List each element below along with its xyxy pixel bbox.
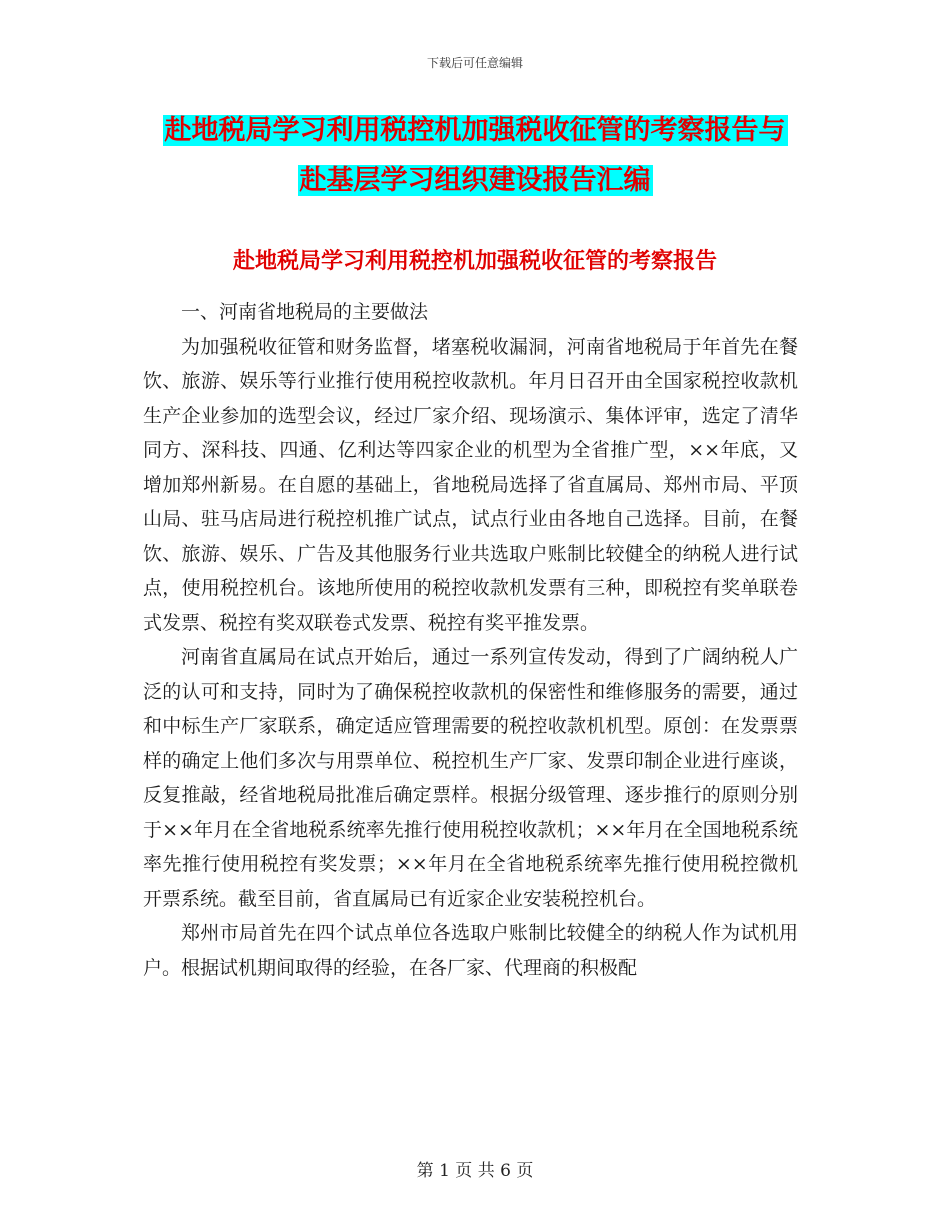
document-title <box>0 106 950 206</box>
body-text <box>143 295 798 985</box>
header-note: 下载后可任意编辑 <box>426 56 523 70</box>
section-title: 赴地税局学习利用税控机加强税收征管的考察报告 <box>232 249 717 274</box>
paragraph: 河南省直属局在试点开始后，通过一系列宣传发动，得到了广阔纳税人广泛的认可和支持，同时为了确保税控收款机的保密性和维修服务的需要，通过和中标生产厂家联系，确定适应管理需要的税控收款机机型。原创：在发票票样的确定上他们多次与用票单位、税控机生产厂家、发票印制企业进行座谈，反复推敲，经省地税局批准后确定票样。根据分级管理、逐步推行的原则分别于××年月在全省地税系统率先推行使用税控收款机；××年月在全国地税系统率先推行使用税控有奖发票；××年月在全省地税系统率先推行使用税控微机开票系统。截至目前，省直属局已有近家企业安装税控机台。 <box>143 646 798 910</box>
title-line-2: 赴基层学习组织建设报告汇编 <box>299 165 651 196</box>
page-footer: 第 1 页 共 6 页 <box>416 1161 534 1181</box>
paragraph-heading: 一、河南省地税局的主要做法 <box>181 301 429 323</box>
paragraph: 为加强税收征管和财务监督，堵塞税收漏洞，河南省地税局于年首先在餐饮、旅游、娱乐等行业推行使用税控收款机。年月日召开由全国家税控收款机生产企业参加的选型会议，经过厂家介绍、现场演示、集体评审，选定了清华同方、深科技、四通、亿利达等四家企业的机型为全省推广型，××年底，又增加郑州新易。在自愿的基础上，省地税局选择了省直属局、郑州市局、平顶山局、驻马店局进行税控机推广试点，试点行业由各地自己选择。目前，在餐饮、旅游、娱乐、广告及其他服务行业共选取户账制比较健全的纳税人进行试点，使用税控机台。该地所使用的税控收款机发票有三种，即税控有奖单联卷式发票、税控有奖双联卷式发票、税控有奖平推发票。 <box>143 335 798 634</box>
paragraph: 郑州市局首先在四个试点单位各选取户账制比较健全的纳税人作为试机用户。根据试机期间取得的经验，在各厂家、代理商的积极配 <box>143 922 798 979</box>
title-line-1: 赴地税局学习利用税控机加强税收征管的考察报告与 <box>164 115 786 146</box>
